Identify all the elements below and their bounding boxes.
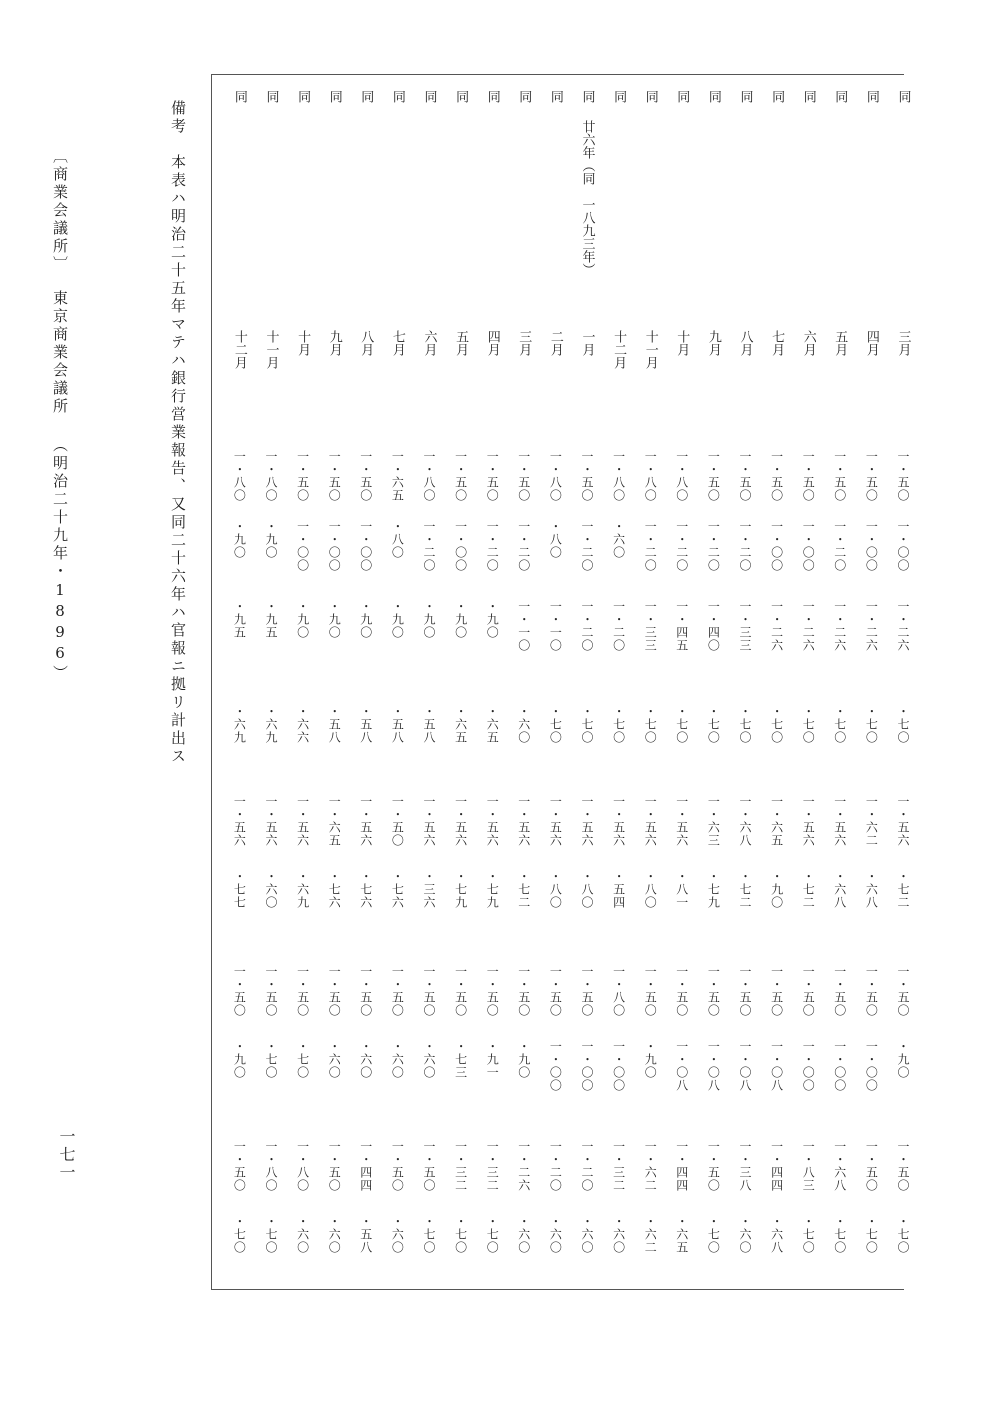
rate-cell: ・七九	[706, 870, 721, 909]
rate-cell: ・六八	[832, 870, 847, 909]
row-head: 同	[263, 90, 279, 103]
rate-cell: ・九五	[264, 600, 278, 639]
rate-cell: 一・五〇	[706, 965, 721, 1017]
rate-cell: 一・五〇	[485, 965, 500, 1017]
rate-cell: 一・六五	[390, 450, 405, 502]
rate-cell: 一・〇〇	[611, 1040, 626, 1092]
rate-cell: ・八〇	[643, 870, 658, 909]
table-column	[387, 90, 407, 1290]
month-label: 三月	[516, 330, 532, 356]
rate-cell: 一・五六	[832, 795, 847, 847]
row-head: 同	[516, 90, 532, 103]
rate-cell: 一・五〇	[738, 965, 752, 1017]
month-label: 七月	[769, 330, 785, 356]
month-label: 一月	[579, 330, 595, 356]
rate-cell: ・七〇	[896, 705, 910, 744]
month-label: 六月	[800, 330, 816, 356]
rate-cell: 一・〇〇	[295, 520, 310, 572]
row-head: 同	[705, 90, 721, 103]
row-head: 同	[800, 90, 816, 103]
month-label: 十月	[295, 330, 311, 356]
rate-cell: 一・五〇	[327, 965, 342, 1017]
row-head: 同	[895, 90, 911, 103]
rate-cell: ・八〇	[548, 520, 563, 559]
rate-cell: 一・二六	[864, 600, 879, 652]
rate-cell: 一・五〇	[706, 450, 721, 502]
table-column	[261, 90, 281, 1290]
table-column	[545, 90, 565, 1290]
rate-cell: 一・五〇	[516, 450, 531, 502]
rate-cell: 一・五六	[548, 795, 563, 847]
rate-cell: 一・五六	[232, 795, 247, 847]
rate-cell: 一・五〇	[832, 965, 847, 1017]
rate-cell: ・七〇	[453, 1215, 468, 1254]
rate-cell: 一・二〇	[516, 520, 531, 572]
rate-cell: 一・二〇	[706, 520, 721, 572]
rate-cell: 一・五六	[516, 795, 531, 847]
month-label: 六月	[421, 330, 437, 356]
rate-cell: 一・三八	[738, 1140, 752, 1192]
rate-cell: 一・六三	[706, 795, 721, 847]
table-column	[893, 90, 913, 1290]
month-label: 十一月	[263, 330, 279, 369]
rate-cell: 一・五〇	[769, 965, 784, 1017]
rate-cell: 一・五〇	[232, 965, 247, 1017]
rate-cell: ・六九	[232, 705, 247, 744]
month-label: 十月	[674, 330, 690, 356]
rate-cell: 一・五六	[485, 795, 500, 847]
rate-cell: ・七〇	[832, 705, 847, 744]
rate-cell: ・七六	[358, 870, 373, 909]
rate-cell: ・六八	[864, 870, 879, 909]
rate-cell: 一・五〇	[453, 450, 468, 502]
rate-cell: ・九〇	[516, 1040, 531, 1079]
rate-cell: ・八〇	[548, 870, 563, 909]
row-head: 同	[547, 90, 563, 103]
row-head: 同	[769, 90, 785, 103]
rate-cell: 一・二〇	[674, 520, 689, 572]
rate-cell: ・七〇	[864, 705, 879, 744]
rate-cell: 一・五六	[643, 795, 658, 847]
rate-cell: ・五八	[422, 705, 436, 744]
rate-cell: 一・二〇	[580, 600, 594, 652]
row-head: 同	[326, 90, 342, 103]
rate-cell: ・六〇	[580, 1215, 594, 1254]
month-label: 十二月	[611, 330, 627, 369]
rate-cell: 一・五〇	[264, 965, 278, 1017]
rate-cell: ・九〇	[453, 600, 468, 639]
rate-cell: ・七七	[232, 870, 247, 909]
rate-cell: ・六〇	[327, 1040, 342, 1079]
rate-cell: ・七〇	[706, 1215, 721, 1254]
rate-cell: ・七二	[801, 870, 816, 909]
month-label: 三月	[895, 330, 911, 356]
rate-cell: ・九〇	[643, 1040, 658, 1079]
month-label: 五月	[453, 330, 469, 356]
month-label: 二月	[547, 330, 563, 356]
rate-cell: 一・五六	[453, 795, 468, 847]
rate-cell: 一・五〇	[580, 965, 594, 1017]
rate-cell: 一・五〇	[295, 450, 310, 502]
rate-cell: 一・五〇	[864, 1140, 879, 1192]
rate-cell: 一・五六	[358, 795, 373, 847]
rate-cell: 一・〇〇	[769, 520, 784, 572]
rate-cell: 一・五〇	[896, 965, 910, 1017]
rate-cell: ・七六	[327, 870, 342, 909]
rate-cell: 一・五〇	[390, 1140, 405, 1192]
rate-cell: 一・二〇	[832, 520, 847, 572]
row-head: 同	[484, 90, 500, 103]
rate-cell: 一・三三	[643, 600, 658, 652]
rate-cell: 一・二六	[516, 1140, 531, 1192]
rate-cell: ・九〇	[422, 600, 436, 639]
rate-cell: 一・〇〇	[327, 520, 342, 572]
rate-cell: ・九〇	[327, 600, 342, 639]
rate-cell: ・五八	[390, 705, 405, 744]
table-column	[451, 90, 471, 1290]
source-citation: 東京商業会議所 （明治二十九年・1896）	[51, 290, 69, 683]
rate-cell: 一・一〇	[548, 600, 563, 652]
rate-cell: ・九〇	[896, 1040, 910, 1079]
rate-cell: 一・六二	[643, 1140, 658, 1192]
rate-cell: 一・三二	[485, 1140, 500, 1192]
rate-cell: 一・〇〇	[832, 1040, 847, 1092]
rate-cell: ・九〇	[232, 520, 247, 559]
rate-cell: ・九五	[232, 600, 247, 639]
era-label: 廿六年（同 一八九三年）	[579, 120, 595, 276]
rate-cell: ・六〇	[738, 1215, 752, 1254]
rate-cell: 一・二六	[896, 600, 910, 652]
rate-cell: 一・四四	[358, 1140, 373, 1192]
rate-cell: ・九〇	[390, 600, 405, 639]
rate-cell: 一・五〇	[295, 965, 310, 1017]
rate-cell: 一・二〇	[548, 1140, 563, 1192]
rate-cell: ・五八	[358, 1215, 373, 1254]
table-column	[609, 90, 629, 1290]
rate-cell: 一・二〇	[738, 520, 752, 572]
table-column	[577, 90, 597, 1290]
rate-cell: ・七九	[453, 870, 468, 909]
rate-cell: 一・二六	[832, 600, 847, 652]
row-head: 同	[389, 90, 405, 103]
rate-cell: ・七〇	[738, 705, 752, 744]
rate-cell: 一・五〇	[864, 450, 879, 502]
rate-cell: 一・〇八	[738, 1040, 752, 1092]
rate-cell: 一・八三	[801, 1140, 816, 1192]
rate-cell: ・六〇	[358, 1040, 373, 1079]
row-head: 同	[737, 90, 753, 103]
rate-cell: 一・六八	[738, 795, 752, 847]
rate-cell: ・九一	[485, 1040, 500, 1079]
table-column	[514, 90, 534, 1290]
rate-cell: 一・六八	[832, 1140, 847, 1192]
rate-cell: 一・五〇	[327, 450, 342, 502]
rate-cell: 一・五〇	[232, 1140, 247, 1192]
rate-cell: 一・二六	[801, 600, 816, 652]
rate-cell: 一・四四	[769, 1140, 784, 1192]
rate-cell: 一・〇〇	[548, 1040, 563, 1092]
month-label: 九月	[705, 330, 721, 356]
rate-cell: 一・六五	[769, 795, 784, 847]
rate-cell: ・六九	[264, 705, 278, 744]
rate-cell: ・七二	[896, 870, 910, 909]
table-column	[798, 90, 818, 1290]
rate-cell: ・六二	[643, 1215, 658, 1254]
rate-cell: 一・五六	[422, 795, 436, 847]
rate-cell: ・九〇	[295, 600, 310, 639]
rate-cell: ・九〇	[264, 520, 278, 559]
rate-cell: 一・五〇	[801, 450, 816, 502]
table-column	[735, 90, 755, 1290]
month-label: 七月	[389, 330, 405, 356]
rate-cell: 一・五六	[580, 795, 594, 847]
rate-cell: ・六〇	[264, 870, 278, 909]
rate-cell: ・七二	[738, 870, 752, 909]
table-column	[356, 90, 376, 1290]
table-column	[482, 90, 502, 1290]
rate-cell: 一・四〇	[706, 600, 721, 652]
rate-cell: ・六〇	[390, 1215, 405, 1254]
rate-cell: ・六〇	[295, 1215, 310, 1254]
rate-cell: 一・〇〇	[453, 520, 468, 572]
rate-cell: 一・二〇	[611, 600, 626, 652]
rate-cell: 一・二六	[769, 600, 784, 652]
table-column	[672, 90, 692, 1290]
rate-cell: 一・五六	[295, 795, 310, 847]
rate-cell: ・六〇	[516, 1215, 531, 1254]
rate-cell: ・六〇	[611, 1215, 626, 1254]
rate-cell: ・七〇	[896, 1215, 910, 1254]
row-head: 同	[579, 90, 595, 103]
rate-cell: ・七二	[516, 870, 531, 909]
rate-cell: 一・五〇	[453, 965, 468, 1017]
row-head: 同	[295, 90, 311, 103]
row-head: 同	[832, 90, 848, 103]
rate-cell: 一・五〇	[548, 965, 563, 1017]
rate-cell: 一・二〇	[643, 520, 658, 572]
rate-cell: 一・〇〇	[896, 520, 910, 572]
rate-cell: 一・三二	[453, 1140, 468, 1192]
rate-cell: 一・三二	[611, 1140, 626, 1192]
row-head: 同	[611, 90, 627, 103]
rate-cell: 一・〇〇	[580, 1040, 594, 1092]
table-column	[324, 90, 344, 1290]
rate-cell: 一・八〇	[295, 1140, 310, 1192]
rate-cell: 一・五〇	[485, 450, 500, 502]
rate-cell: 一・五〇	[643, 965, 658, 1017]
source-organization: 〔商業会議所〕	[51, 148, 69, 274]
table-column	[293, 90, 313, 1290]
rate-cell: 一・〇〇	[801, 520, 816, 572]
rate-cell: ・六〇	[548, 1215, 563, 1254]
rate-cell: ・六〇	[422, 1040, 436, 1079]
rate-cell: 一・五〇	[358, 965, 373, 1017]
rate-cell: 一・五六	[801, 795, 816, 847]
table-column	[830, 90, 850, 1290]
rate-cell: ・七〇	[548, 705, 563, 744]
rate-cell: 一・五〇	[738, 450, 752, 502]
rate-cell: 一・〇八	[769, 1040, 784, 1092]
rate-cell: 一・五〇	[706, 1140, 721, 1192]
rate-cell: ・七〇	[801, 705, 816, 744]
rate-cell: ・七六	[390, 870, 405, 909]
rate-cell: 一・五六	[611, 795, 626, 847]
rate-cell: 一・三三	[738, 600, 752, 652]
rate-cell: ・七〇	[295, 1040, 310, 1079]
rate-cell: 一・五〇	[801, 965, 816, 1017]
rate-cell: 一・八〇	[548, 450, 563, 502]
rate-cell: 一・五六	[674, 795, 689, 847]
rate-cell: ・六九	[295, 870, 310, 909]
rate-cell: 一・五〇	[358, 450, 373, 502]
rate-cell: 一・〇八	[706, 1040, 721, 1092]
table-column	[640, 90, 660, 1290]
rate-cell: 一・八〇	[611, 965, 626, 1017]
rate-cell: ・六八	[769, 1215, 784, 1254]
rate-cell: ・五四	[611, 870, 626, 909]
rate-cell: ・九〇	[232, 1040, 247, 1079]
rate-cell: ・七〇	[611, 705, 626, 744]
rate-cell: ・三六	[422, 870, 436, 909]
rate-cell: 一・五〇	[516, 965, 531, 1017]
rate-cell: ・七〇	[832, 1215, 847, 1254]
rate-cell: ・七〇	[485, 1215, 500, 1254]
rate-cell: ・七〇	[580, 705, 594, 744]
rate-cell: 一・六五	[327, 795, 342, 847]
rate-cell: 一・五〇	[896, 1140, 910, 1192]
rate-cell: ・七〇	[864, 1215, 879, 1254]
rate-cell: ・七〇	[801, 1215, 816, 1254]
rate-cell: 一・二〇	[580, 1140, 594, 1192]
rate-cell: ・六〇	[327, 1215, 342, 1254]
rate-cell: 一・五〇	[674, 965, 689, 1017]
rate-cell: 一・五〇	[390, 795, 405, 847]
rate-cell: 一・八〇	[422, 450, 436, 502]
rate-cell: ・六五	[453, 705, 468, 744]
row-head: 同	[358, 90, 374, 103]
rate-cell: 一・八〇	[643, 450, 658, 502]
rate-cell: ・八一	[674, 870, 689, 909]
row-head: 同	[674, 90, 690, 103]
remarks-note: 備考 本表ハ明治二十五年マテハ銀行営業報告、又同二十六年ハ官報ニ拠リ計出ス	[169, 100, 187, 766]
rate-cell: 一・〇八	[674, 1040, 689, 1092]
rate-cell: 一・二〇	[580, 520, 594, 572]
row-head: 同	[863, 90, 879, 103]
table-column	[861, 90, 881, 1290]
rate-cell: ・七〇	[264, 1040, 278, 1079]
rate-cell: 一・八〇	[264, 450, 278, 502]
month-label: 八月	[737, 330, 753, 356]
rate-cell: 一・二〇	[485, 520, 500, 572]
month-label: 九月	[326, 330, 342, 356]
row-head: 同	[231, 90, 247, 103]
month-label: 十一月	[642, 330, 658, 369]
page-number: 一七一	[57, 1128, 76, 1182]
rate-cell: 一・五〇	[422, 965, 436, 1017]
table-column	[767, 90, 787, 1290]
rate-cell: 一・八〇	[674, 450, 689, 502]
table-column	[703, 90, 723, 1290]
rate-cell: 一・八〇	[232, 450, 247, 502]
rate-cell: 一・五〇	[832, 450, 847, 502]
rate-cell: 一・五〇	[422, 1140, 436, 1192]
rate-cell: 一・五六	[264, 795, 278, 847]
rate-cell: ・五八	[358, 705, 373, 744]
rate-cell: ・九〇	[358, 600, 373, 639]
rate-cell: ・六六	[295, 705, 310, 744]
rate-cell: 一・八〇	[611, 450, 626, 502]
rate-cell: 一・二〇	[422, 520, 436, 572]
rate-cell: 一・〇〇	[801, 1040, 816, 1092]
rate-cell: 一・五〇	[327, 1140, 342, 1192]
rate-cell: ・八〇	[390, 520, 405, 559]
rate-cell: 一・八〇	[264, 1140, 278, 1192]
rate-cell: 一・四四	[674, 1140, 689, 1192]
month-label: 十二月	[231, 330, 247, 369]
month-label: 八月	[358, 330, 374, 356]
rate-cell: ・九〇	[485, 600, 500, 639]
rate-cell: 一・五〇	[390, 965, 405, 1017]
rate-cell: ・七〇	[706, 705, 721, 744]
row-head: 同	[421, 90, 437, 103]
rate-cell: ・六〇	[611, 520, 626, 559]
rate-cell: ・六〇	[516, 705, 531, 744]
rate-cell: ・六五	[485, 705, 500, 744]
month-label: 四月	[484, 330, 500, 356]
table-column	[419, 90, 439, 1290]
rate-cell: 一・〇〇	[358, 520, 373, 572]
month-label: 四月	[863, 330, 879, 356]
rate-cell: ・七〇	[674, 705, 689, 744]
row-head: 同	[453, 90, 469, 103]
rate-cell: 一・五六	[896, 795, 910, 847]
rate-cell: ・七〇	[769, 705, 784, 744]
rate-cell: 一・〇〇	[864, 520, 879, 572]
row-head: 同	[642, 90, 658, 103]
rate-cell: 一・一〇	[516, 600, 531, 652]
rate-cell: 一・六二	[864, 795, 879, 847]
rate-cell: ・七〇	[264, 1215, 278, 1254]
rate-cell: ・六五	[674, 1215, 689, 1254]
rate-cell: 一・〇〇	[864, 1040, 879, 1092]
rate-cell: 一・四五	[674, 600, 689, 652]
month-label: 五月	[832, 330, 848, 356]
rate-cell: ・七〇	[643, 705, 658, 744]
rate-cell: ・七三	[453, 1040, 468, 1079]
rate-cell: 一・五〇	[864, 965, 879, 1017]
rate-cell: ・九〇	[769, 870, 784, 909]
rate-cell: ・六〇	[390, 1040, 405, 1079]
rate-cell: ・七九	[485, 870, 500, 909]
rate-cell: ・八〇	[580, 870, 594, 909]
rate-cell: 一・五〇	[580, 450, 594, 502]
rate-cell: ・七〇	[422, 1215, 436, 1254]
table-column	[229, 90, 249, 1290]
rate-cell: 一・五〇	[769, 450, 784, 502]
rate-cell: ・七〇	[232, 1215, 247, 1254]
rate-cell: ・五八	[327, 705, 342, 744]
rate-cell: 一・五〇	[896, 450, 910, 502]
